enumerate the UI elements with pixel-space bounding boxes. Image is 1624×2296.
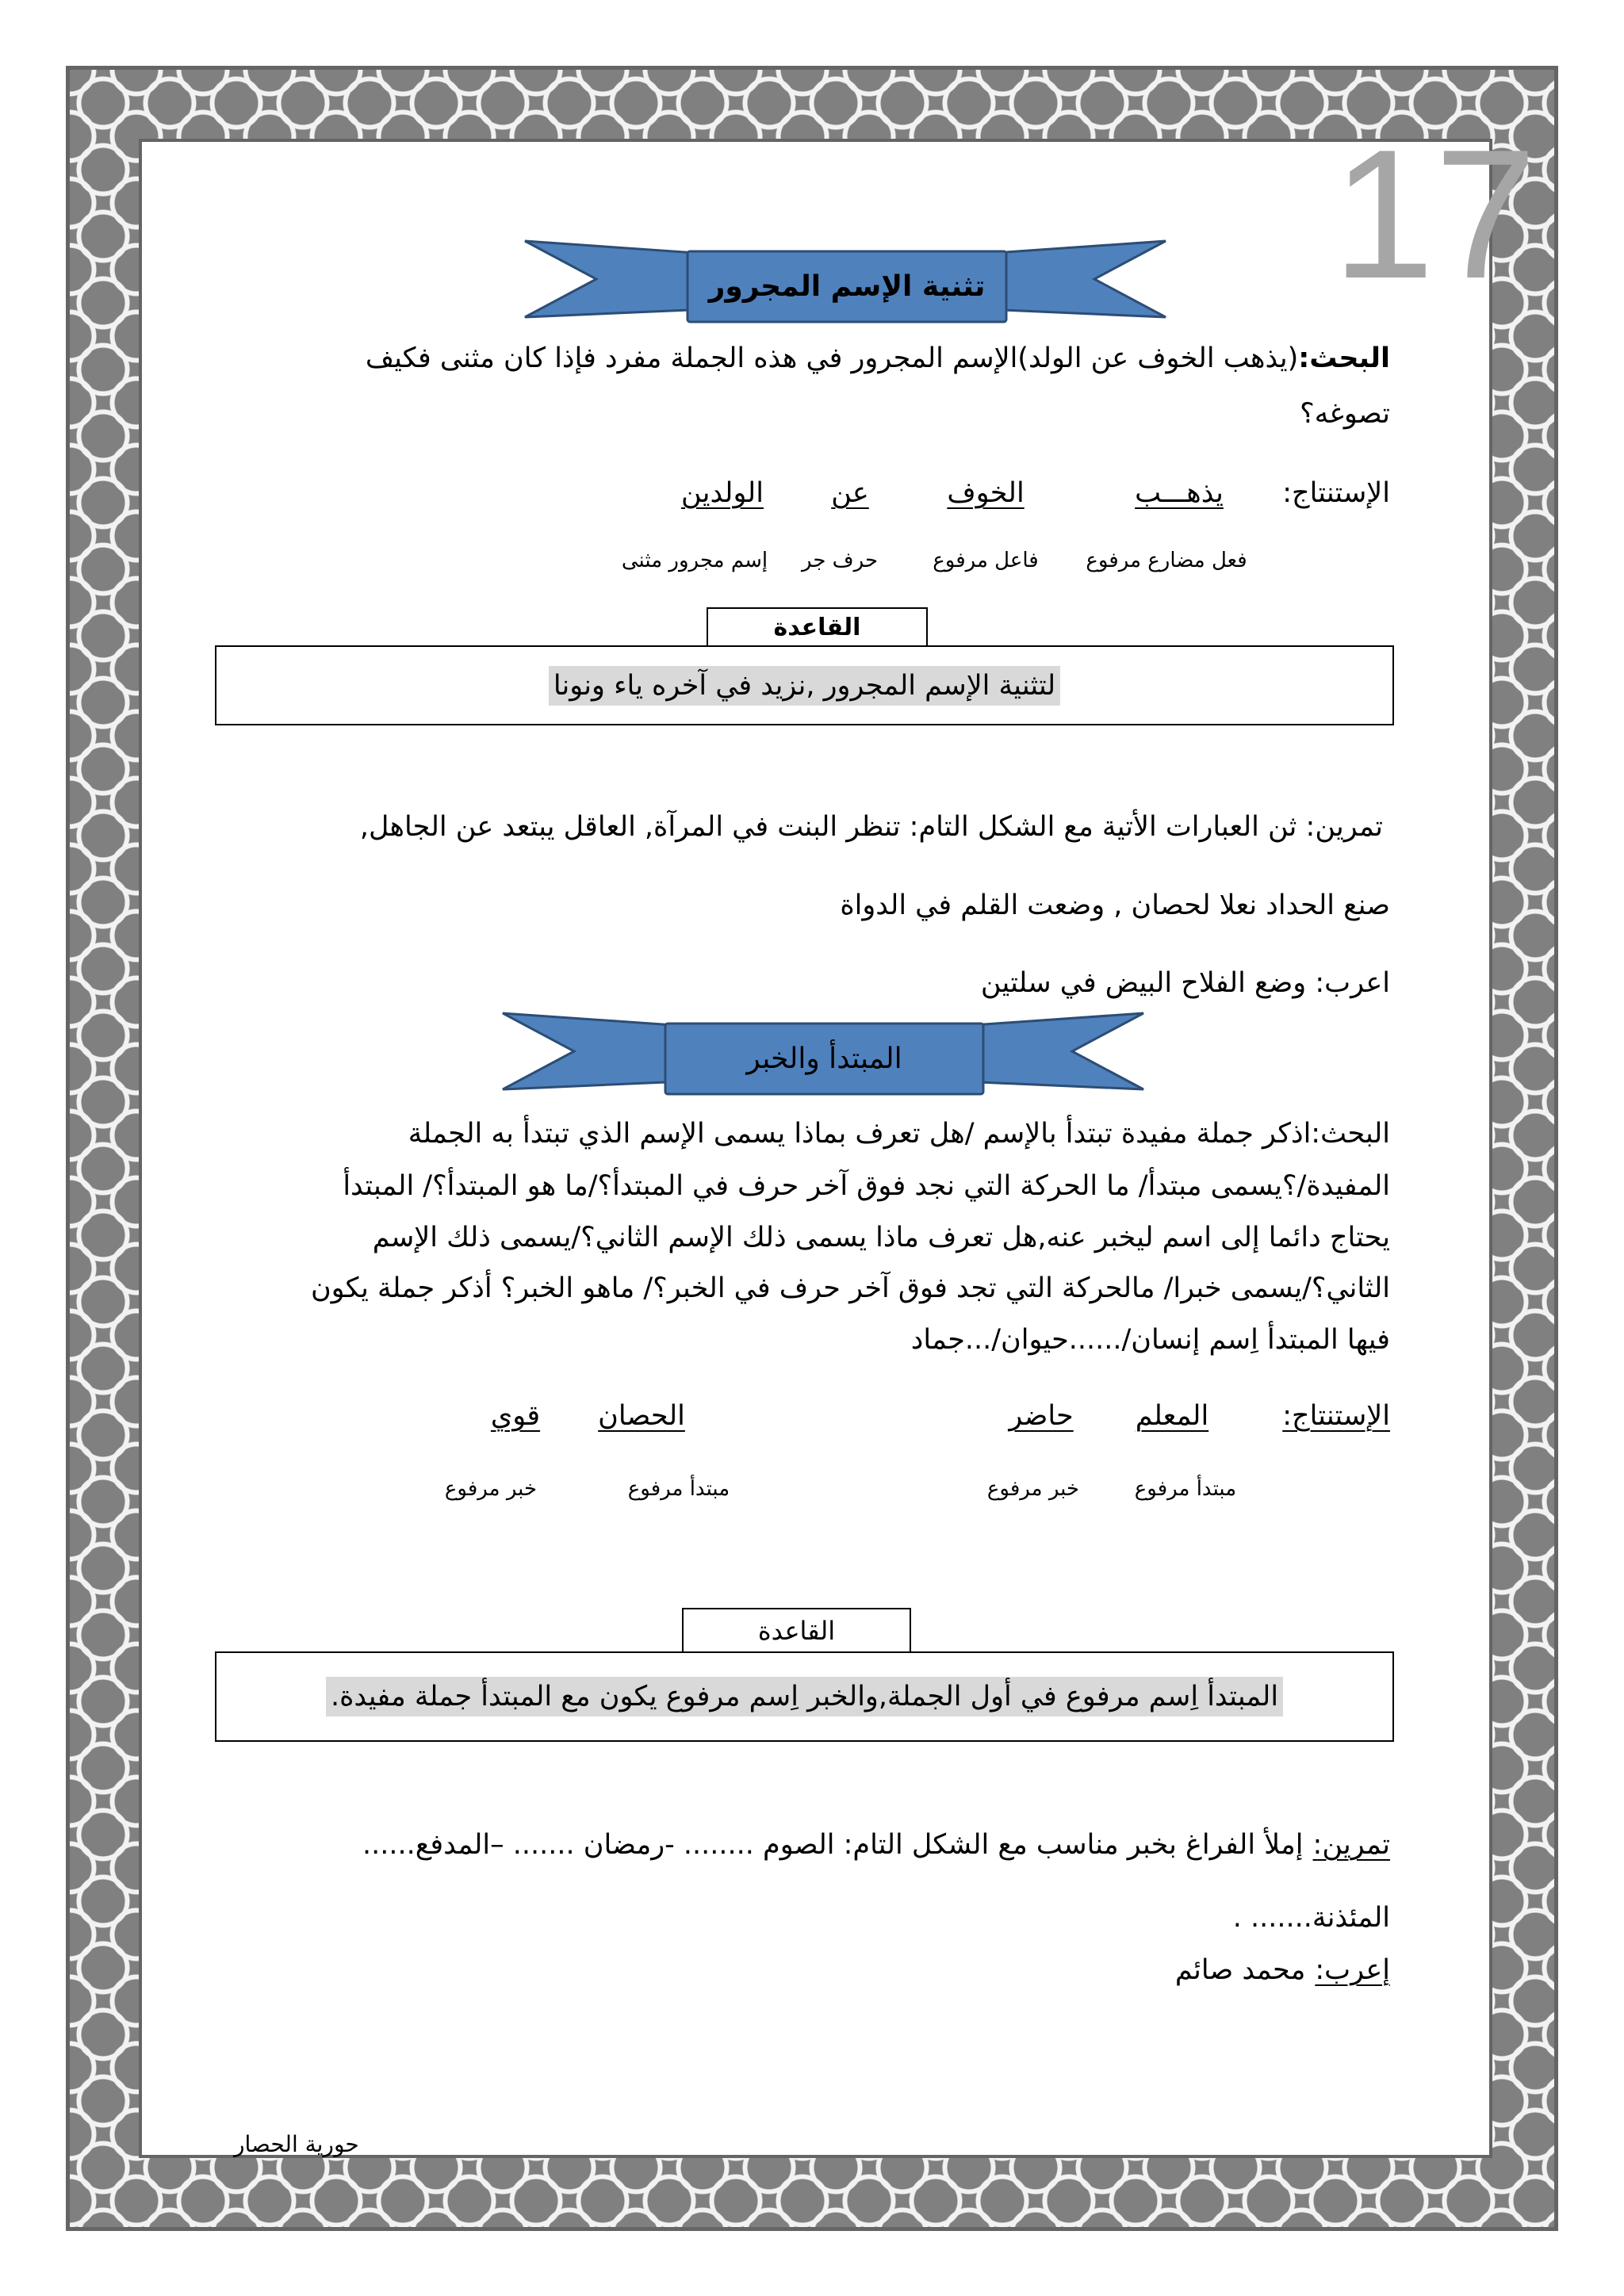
- section2-exercise-line-2: المئذنة....... .: [1232, 1902, 1390, 1934]
- grammar-role-label: فاعل مرفوع: [933, 549, 1039, 572]
- grammar-role-label: خبر مرفوع: [444, 1477, 538, 1501]
- section1-exercise-line: اعرب: وضع الفلاح البيض في سلتين: [980, 967, 1390, 999]
- section2-rule-box: [215, 1651, 1394, 1742]
- ribbon-right-tail: [961, 1013, 1143, 1089]
- grammar-role-label: مبتدأ مرفوع: [1134, 1477, 1237, 1501]
- section1-exercise-line: تمرين: ثن العبارات الأتية مع الشكل التام: تنظر البنت في المرآة, العاقل يبتعد عن الجاهل,: [359, 811, 1383, 843]
- exercise-text: إملأ الفراغ بخبر مناسب مع الشكل التام: الصوم ........ -رمضان ....... –المدفع......: [362, 1829, 1304, 1861]
- section2-parse-line: [1175, 1950, 1390, 1990]
- page-number-container: [1332, 112, 1538, 317]
- conclusion-word: حاضر: [1009, 1400, 1074, 1432]
- section1-rule-box: [215, 645, 1394, 725]
- grammar-role-label: حرف جر: [801, 549, 879, 572]
- conclusion-word: عن: [831, 477, 869, 509]
- conclusion-word: الحصان: [598, 1400, 685, 1432]
- section1-rule-text: لتثنية الإسم المجرور ,نزيد في آخره ياء ونونا: [549, 666, 1060, 706]
- section2-exercise-line-1: [362, 1825, 1390, 1865]
- section2-research-line: البحث:اذكر جملة مفيدة تبتدأ بالإسم /هل تعرف بماذا يسمى الإسم الذي تبتدأ به الجملة: [408, 1118, 1390, 1150]
- conclusion-word: الولدين: [681, 477, 764, 509]
- footer-author: حورية الحصار: [234, 2131, 359, 2157]
- conclusion-word: الخوف: [947, 477, 1025, 509]
- page-number: 17: [1332, 112, 1538, 317]
- conclusion-word: يذهـــب: [1135, 477, 1224, 509]
- section1-title: تثنية الإسم المجرور: [708, 270, 986, 303]
- parse-text: محمد صائم: [1174, 1954, 1306, 1986]
- ribbon-left-tail: [525, 241, 707, 317]
- section2-research-line: الثاني؟/يسمى خبرا/ مالحركة التي تجد فوق آخر حرف في الخبر؟/ ماهو الخبر؟ أذكر جملة يكون: [310, 1272, 1390, 1304]
- section2-research-line: فيها المبتدأ اِسم إنسان/......حيوان/...جماد: [910, 1324, 1390, 1356]
- section2-title: المبتدأ والخبر: [746, 1043, 902, 1075]
- grammar-role-label: خبر مرفوع: [986, 1477, 1080, 1501]
- section1-exercise-line: صنع الحداد نعلا لحصان , وضعت القلم في الدواة: [840, 890, 1390, 921]
- exercise-label: تمرين:: [1312, 1829, 1390, 1861]
- grammar-role-label: إسم مجرور مثنى: [621, 549, 768, 572]
- section1-research-line-2: تصوغه؟: [1300, 398, 1390, 430]
- section2-research-line: يحتاج دائما إلى اسم ليخبر عنه,هل تعرف ماذا يسمى ذلك الإسم الثاني؟/يسمى ذلك الإسم: [372, 1222, 1390, 1253]
- section2-rule-heading: القاعدة: [682, 1608, 911, 1653]
- section2-rule-text: المبتدأ اِسم مرفوع في أول الجملة,والخبر اِسم مرفوع يكون مع المبتدأ جملة مفيدة.: [326, 1677, 1283, 1716]
- conclusion-word: قوي: [490, 1400, 541, 1432]
- section1-rule-heading: القاعدة: [707, 607, 928, 647]
- research-label: البحث:: [1298, 342, 1390, 374]
- section1-conclusion-label: الإستنتاج:: [1282, 477, 1390, 509]
- section1-research-line-1: [366, 339, 1390, 378]
- section2-conclusion-label: الإستنتاج:: [1282, 1400, 1390, 1432]
- ribbon-right-tail: [983, 241, 1166, 317]
- section2-research-line: المفيدة/؟يسمى مبتدأ/ ما الحركة التي نجد فوق آخر حرف في المبتدأ؟/ما هو المبتدأ؟/ المبتدأ: [343, 1170, 1390, 1202]
- grammar-role-label: فعل مضارع مرفوع: [1086, 549, 1247, 572]
- grammar-role-label: مبتدأ مرفوع: [627, 1477, 730, 1501]
- research-text: (يذهب الخوف عن الولد)الإسم المجرور في هذه الجملة مفرد فإذا كان مثنى فكيف: [365, 342, 1299, 374]
- conclusion-word: المعلم: [1135, 1400, 1209, 1432]
- ribbon-left-tail: [503, 1013, 685, 1089]
- parse-label: إعرب:: [1315, 1954, 1390, 1986]
